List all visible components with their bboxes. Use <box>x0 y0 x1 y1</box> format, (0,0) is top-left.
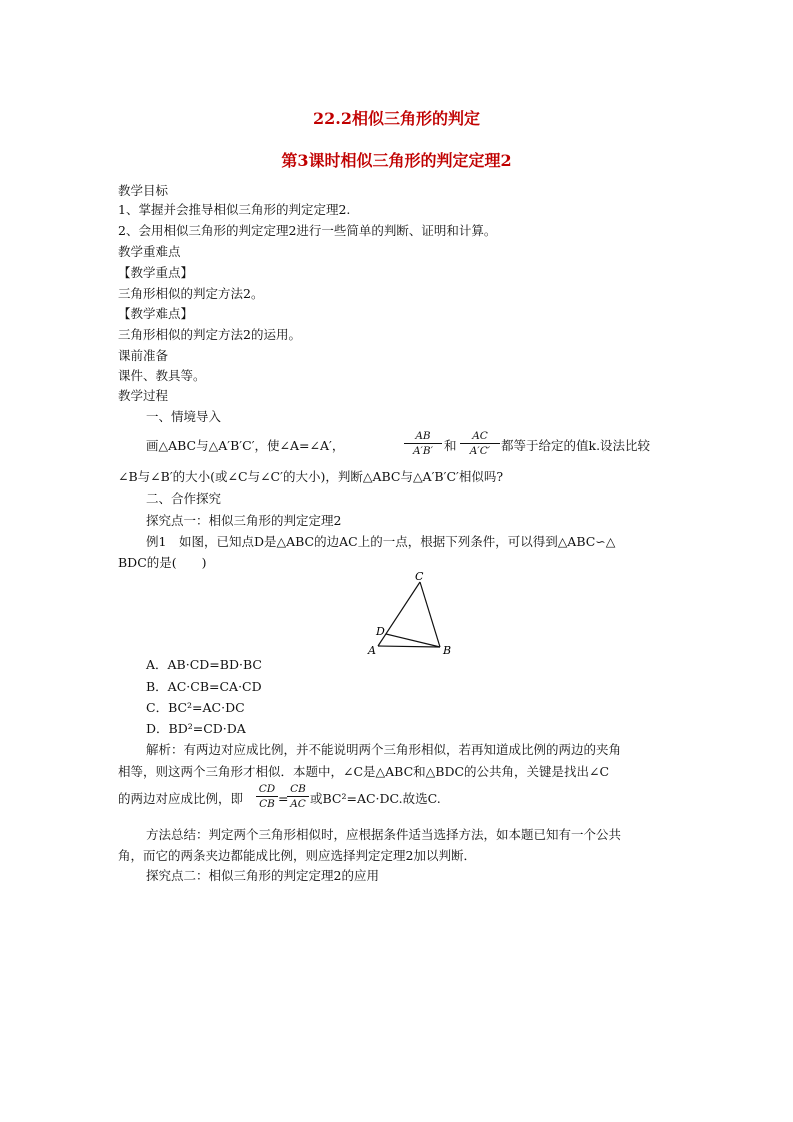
fraction-denominator: A′C′ <box>469 445 491 457</box>
analysis-line-3-part-b: 或BC²=AC·DC.故选C. <box>310 791 441 806</box>
fraction-denominator: AC <box>290 798 306 810</box>
fraction-cb-over-ac <box>287 783 309 810</box>
step-1-heading: 一、情境导入 <box>146 409 222 424</box>
fraction-ab-over-a1b1 <box>404 430 442 457</box>
fraction-ac-over-a1c1 <box>460 430 500 457</box>
fraction-denominator: CB <box>259 798 275 810</box>
fraction-cd-over-cb <box>256 783 278 810</box>
analysis-line-3-part-a: 的两边对应成比例，即 <box>118 791 244 806</box>
fraction-numerator: AB <box>415 430 431 442</box>
fraction-bar <box>404 443 442 444</box>
fraction-bar <box>287 796 309 797</box>
method-summary-line-2: 角，而它的两条夹边都能成比例，则应选择判定定理2加以判断． <box>118 848 476 863</box>
fraction-bar <box>460 443 500 444</box>
explore-point-1: 探究点一：相似三角形的判定定理2 <box>146 513 342 528</box>
prep-heading: 课前准备 <box>118 348 169 363</box>
explore-point-2: 探究点二：相似三角形的判定定理2的应用 <box>146 868 379 883</box>
example-1-line-2: BDC的是( ) <box>118 555 207 570</box>
page-subtitle: 第3课时相似三角形的判定定理2 <box>281 151 512 170</box>
option-d: D．BD²=CD·DA <box>146 721 246 736</box>
fraction-numerator: CD <box>258 783 276 795</box>
hard-point-label: 【教学难点】 <box>118 306 194 321</box>
label-c: C <box>415 570 424 583</box>
goals-heading: 教学目标 <box>118 183 169 198</box>
prep-text: 课件、教具等。 <box>118 368 206 383</box>
intro-line-1-part-b: 都等于给定的值k.设法比较 <box>501 438 651 453</box>
fraction-numerator: CB <box>290 783 306 795</box>
analysis-line-2: 相等，则这两个三角形才相似．本题中，∠C是△ABC和△BDC的公共角，关键是找出∠C <box>118 764 610 779</box>
page-title: 22.2相似三角形的判定 <box>313 109 480 128</box>
side-ab <box>378 646 440 647</box>
label-a: A <box>368 644 376 657</box>
hard-point-text: 三角形相似的判定方法2的运用。 <box>118 327 301 342</box>
fraction-bar <box>256 796 278 797</box>
goal-1: 1、掌握并会推导相似三角形的判定定理2. <box>118 202 351 217</box>
side-cb <box>420 582 440 647</box>
example-1-line-1: 例1 如图，已知点D是△ABC的边AC上的一点，根据下列条件，可以得到△ABC∽△ <box>146 534 616 549</box>
goal-2: 2、会用相似三角形的判定定理2进行一些简单的判断、证明和计算。 <box>118 223 497 238</box>
option-b: B．AC·CB=CA·CD <box>146 679 262 694</box>
process-heading: 教学过程 <box>118 388 169 403</box>
equals-sign: = <box>278 791 289 806</box>
method-summary-line-1: 方法总结：判定两个三角形相似时，应根据条件适当选择方法，如本题已知有一个公共 <box>146 827 622 842</box>
fraction-denominator: A′B′ <box>412 445 434 457</box>
key-point-text: 三角形相似的判定方法2。 <box>118 286 264 301</box>
fraction-numerator: AC <box>472 430 488 442</box>
triangle-figure <box>364 570 474 662</box>
option-a: A．AB·CD=BD·BC <box>146 657 262 672</box>
intro-and: 和 <box>444 438 457 453</box>
intro-line-2: ∠B与∠B′的大小(或∠C与∠C′的大小)，判断△ABC与△A′B′C′相似吗? <box>118 469 504 484</box>
analysis-line-1: 解析：有两边对应成比例，并不能说明两个三角形相似，若再知道成比例的两边的夹角 <box>146 742 622 757</box>
label-b: B <box>443 644 452 657</box>
label-d: D <box>376 625 385 638</box>
key-point-label: 【教学重点】 <box>118 265 194 280</box>
segment-db <box>386 634 440 647</box>
difficulty-heading: 教学重难点 <box>118 244 181 259</box>
option-c: C．BC²=AC·DC <box>146 700 245 715</box>
step-2-heading: 二、合作探究 <box>146 491 222 506</box>
intro-line-1-part-a: 画△ABC与△A′B′C′，使∠A=∠A′， <box>146 438 345 453</box>
